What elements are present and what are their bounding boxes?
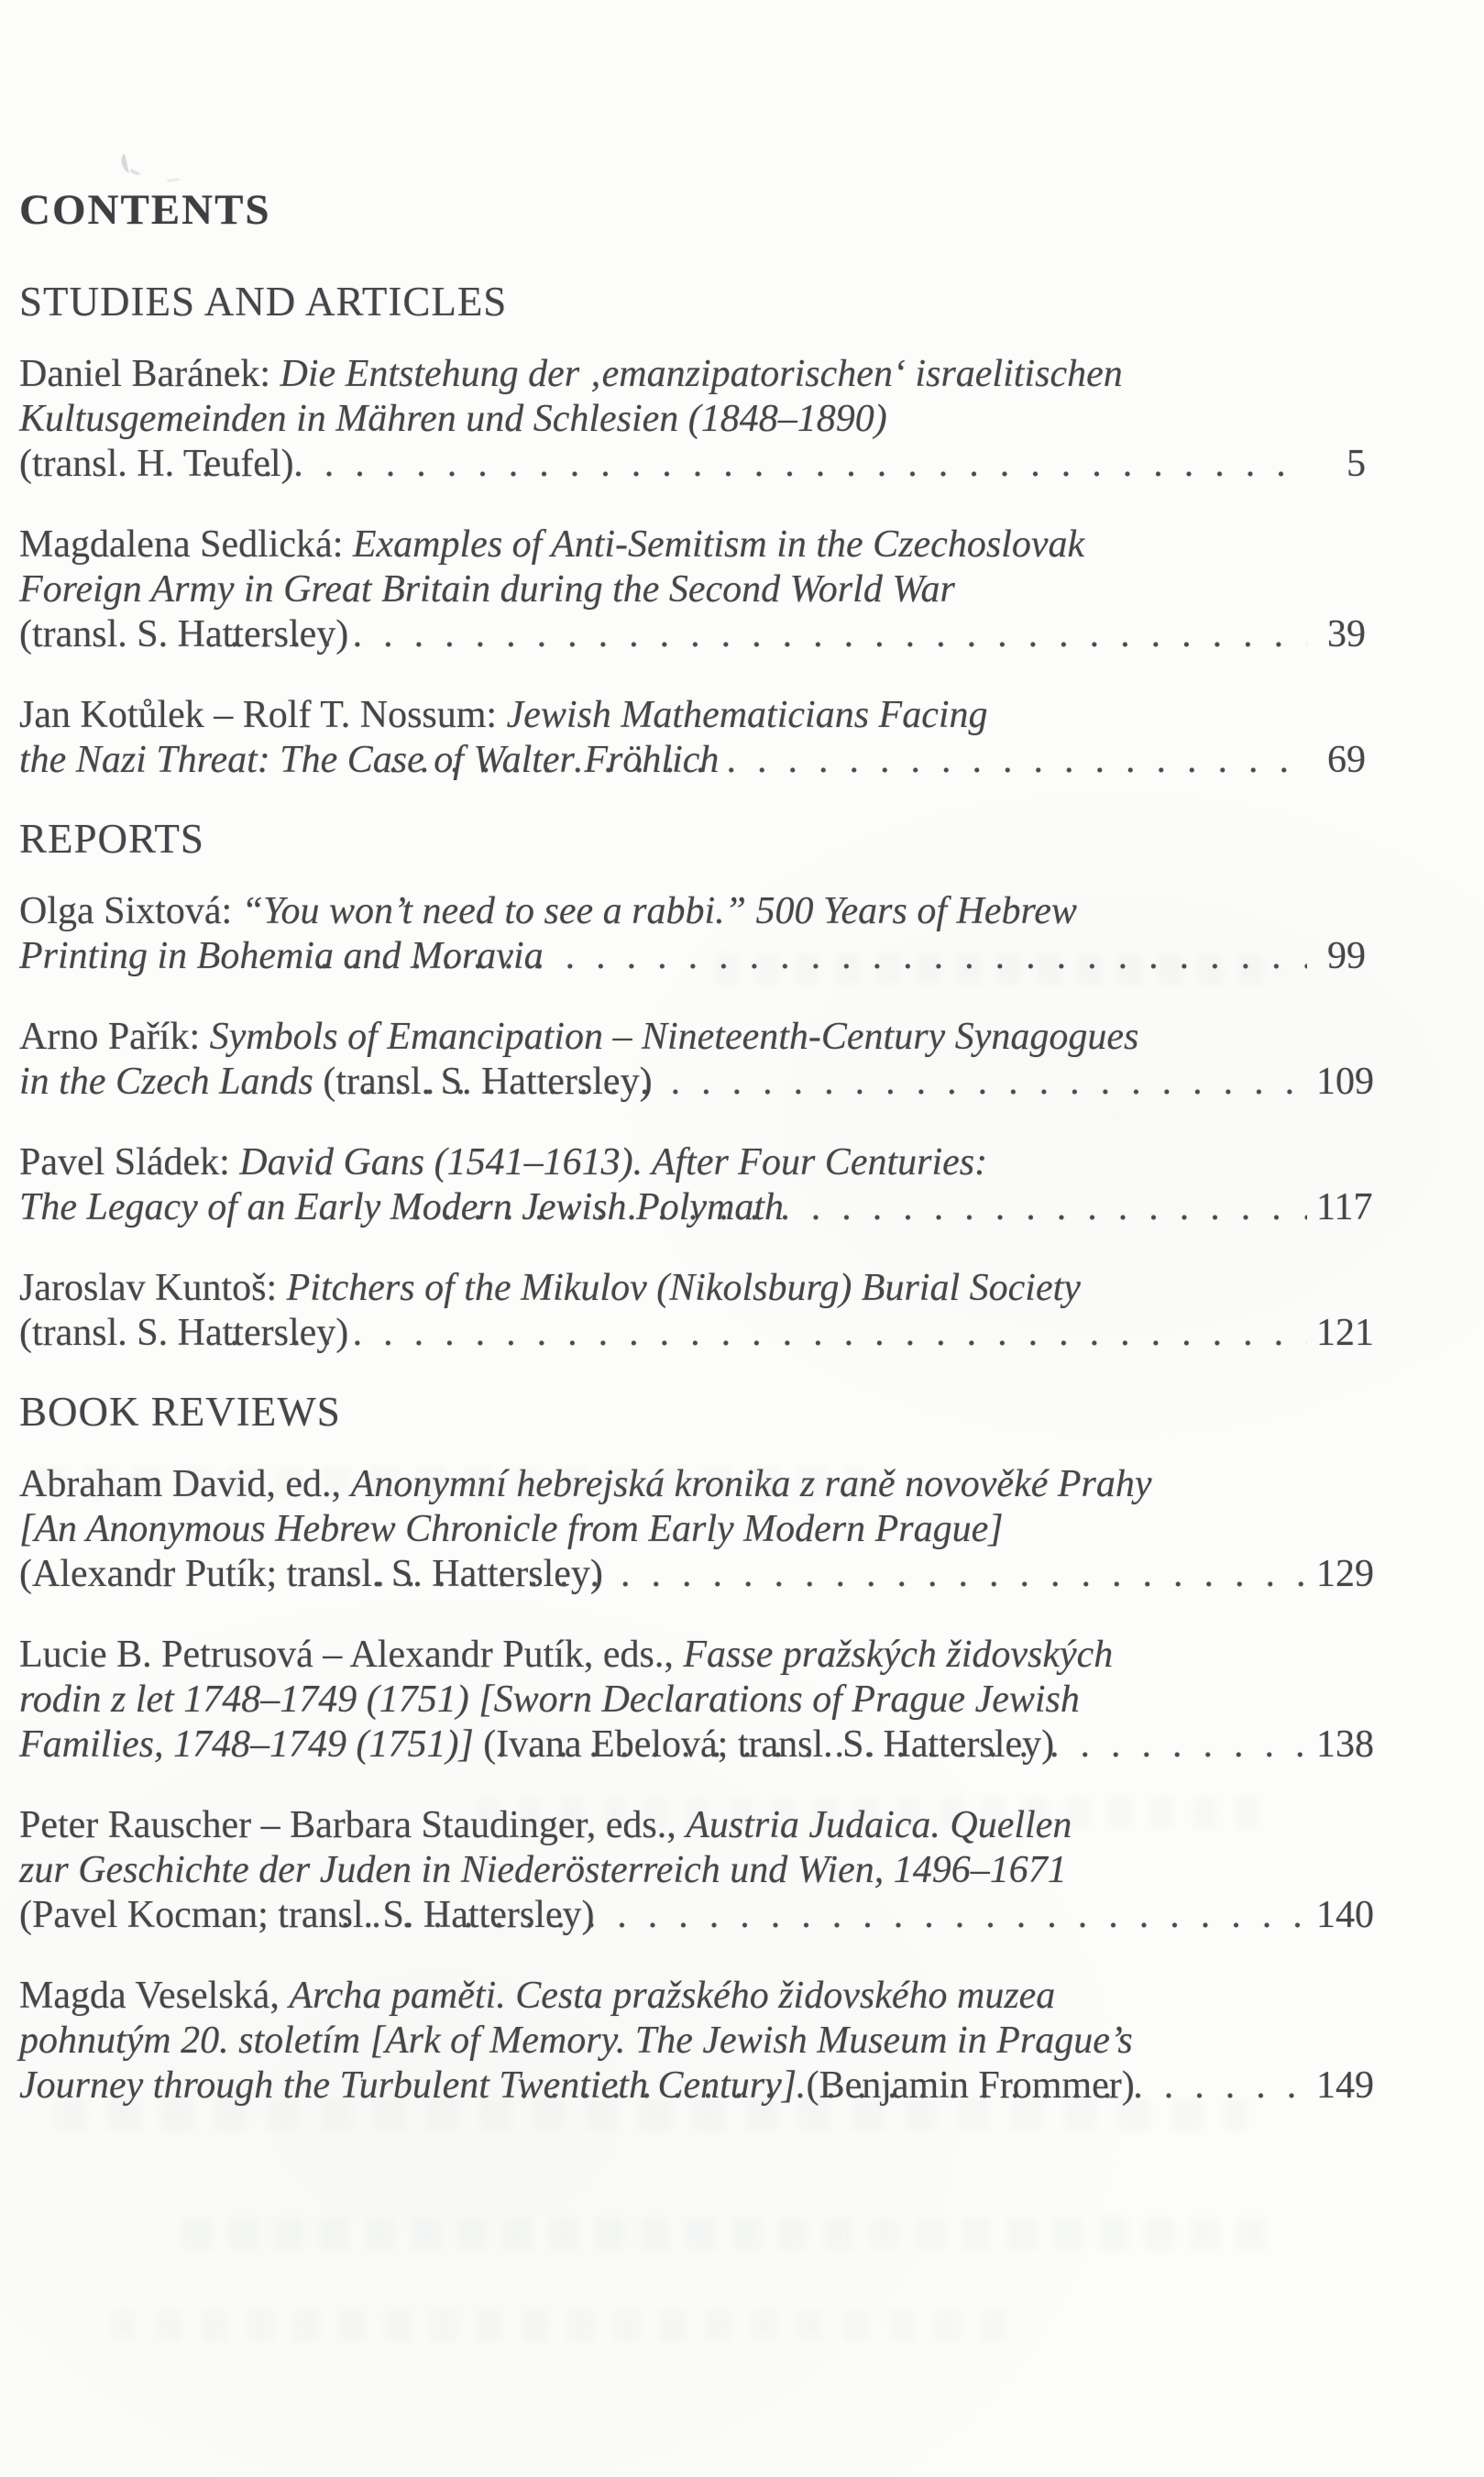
scan-smudge-artifact <box>110 151 183 193</box>
line-text <box>19 612 349 657</box>
dot-leader <box>330 1552 1308 1597</box>
dot-leader <box>215 1311 1307 1356</box>
toc-line <box>19 1266 1366 1311</box>
title-segment: Foreign Army in Great Britain during the Second World War <box>19 568 955 611</box>
title-segment: Families, 1748–1749 (1751)] <box>19 1723 484 1766</box>
line-text <box>19 1975 1055 2017</box>
page-number: 140 <box>1316 1894 1374 1936</box>
line-text <box>19 1723 1055 1767</box>
title-segment: Kultusgemeinden in Mähren und Schlesien (1848–1890) <box>19 398 887 440</box>
dot-leader <box>349 1060 1307 1105</box>
toc-entry <box>19 1015 1374 1105</box>
title-segment: Jewish Mathematicians Facing <box>506 694 988 736</box>
author-segment: (transl. S. Hattersley) <box>19 1312 349 1354</box>
toc-line <box>19 1462 1366 1507</box>
author-segment: (Benjamin Frommer) <box>806 2064 1135 2107</box>
dot-leader <box>326 1893 1307 1938</box>
toc-line <box>19 1723 1374 1767</box>
author-segment: (transl. S. Hattersley) <box>323 1061 653 1103</box>
line-text <box>19 1463 1152 1505</box>
toc-entry <box>19 1140 1373 1230</box>
line-text <box>19 694 988 736</box>
title-segment: Archa paměti. Cesta pražského židovského muzea <box>289 1975 1056 2017</box>
title-segment: pohnutým 20. stoletím [Ark of Memory. The Jewish Museum in Prague’s <box>19 2020 1133 2062</box>
page-title: CONTENTS <box>19 186 271 234</box>
title-segment: David Gans (1541–1613). After Four Centuries: <box>239 1141 988 1183</box>
line-text <box>19 1849 1067 1891</box>
toc-line <box>19 612 1366 657</box>
author-segment: (transl. S. Hattersley) <box>19 613 349 655</box>
line-text <box>19 398 887 440</box>
line-text <box>19 1185 785 1230</box>
line-text <box>19 1552 603 1597</box>
toc-entry <box>19 1266 1374 1356</box>
title-segment: Journey through the Turbulent Twentieth Century] <box>19 2064 807 2107</box>
line-text <box>19 442 294 487</box>
title-segment: Pitchers of the Mikulov (Nikolsburg) Burial Society <box>286 1267 1081 1309</box>
page-number: 117 <box>1316 1186 1373 1228</box>
toc-line <box>19 523 1366 567</box>
toc-line <box>19 1848 1366 1893</box>
author-segment: Pavel Sládek: <box>19 1141 240 1183</box>
toc-line <box>19 693 1366 738</box>
dot-leader <box>504 2064 1307 2108</box>
author-segment: Arno Pařík: <box>19 1016 210 1058</box>
author-segment: Olga Sixtová: <box>19 890 242 932</box>
toc-line <box>19 1060 1374 1105</box>
title-segment: “You won’t need to see a rabbi.” 500 Years of Hebrew <box>241 890 1077 932</box>
toc-sections <box>19 279 1374 2108</box>
page-number: 109 <box>1316 1061 1374 1103</box>
toc-entry <box>19 693 1366 783</box>
title-segment: The Legacy of an Early Modern Jewish Polymath <box>19 1186 785 1228</box>
author-segment: (transl. H. Teufel) <box>19 443 294 485</box>
line-text <box>19 2020 1133 2062</box>
toc-line <box>19 1185 1373 1230</box>
author-segment: Daniel Baránek: <box>19 353 280 395</box>
title-segment: zur Geschichte der Juden in Niederösterreich und Wien, 1496–1671 <box>19 1849 1067 1891</box>
toc-entry <box>19 523 1366 657</box>
bleed-through-artifact <box>183 2218 1283 2250</box>
line-text <box>19 523 1084 566</box>
title-segment: Die Entstehung der ‚emanzipatorischen‘ israelitischen <box>280 353 1123 395</box>
author-segment: Peter Rauscher – Barbara Staudinger, eds., <box>19 1804 687 1846</box>
title-segment: Fasse pražských židovských <box>683 1634 1114 1676</box>
toc-line <box>19 934 1366 979</box>
toc-line <box>19 1893 1374 1938</box>
toc-line <box>19 1803 1366 1848</box>
toc-line <box>19 889 1366 934</box>
page-number: 138 <box>1316 1723 1374 1766</box>
line-text <box>19 1893 595 1938</box>
section-heading: REPORTS <box>19 816 204 862</box>
line-text <box>19 1679 1080 1721</box>
dot-leader <box>397 1185 1307 1230</box>
toc-entry <box>19 352 1366 487</box>
toc-entry <box>19 1803 1374 1938</box>
toc-entry <box>19 1974 1374 2108</box>
dot-leader <box>374 738 1307 783</box>
author-segment: (Pavel Kocman; transl. S. Hattersley) <box>19 1894 595 1936</box>
author-segment: (Ivana Ebelová; transl. S. Hattersley) <box>483 1723 1055 1766</box>
toc-line <box>19 738 1366 783</box>
toc-line <box>19 567 1366 612</box>
title-segment: Examples of Anti-Semitism in the Czechoslovak <box>352 523 1085 566</box>
line-text <box>19 2064 1135 2108</box>
line-text <box>19 1634 1113 1676</box>
title-segment: in the Czech Lands <box>19 1061 324 1103</box>
author-segment: Magdalena Sedlická: <box>19 523 353 566</box>
page-number: 39 <box>1327 613 1366 655</box>
line-text <box>19 1016 1138 1058</box>
dot-leader <box>482 1723 1307 1767</box>
toc-line <box>19 1974 1366 2019</box>
author-segment: (Alexandr Putík; transl. S. Hattersley) <box>19 1553 603 1595</box>
dot-leader <box>305 934 1307 979</box>
page-number: 99 <box>1327 935 1366 977</box>
title-segment: the Nazi Threat: The Case of Walter Fröhlich <box>19 739 720 781</box>
toc-entry <box>19 1462 1374 1597</box>
author-segment: Jan Kotůlek – Rolf T. Nossum: <box>19 694 507 736</box>
title-segment: Anonymní hebrejská kronika z raně novověké Prahy <box>350 1463 1152 1505</box>
line-text <box>19 890 1077 932</box>
page-number: 5 <box>1347 443 1366 485</box>
line-text <box>19 1141 987 1183</box>
line-text <box>19 1508 1004 1550</box>
author-segment: Magda Veselská, <box>19 1975 290 2017</box>
toc-line <box>19 352 1366 397</box>
page-number: 121 <box>1316 1312 1374 1354</box>
toc-line <box>19 397 1366 442</box>
toc-line <box>19 1311 1374 1356</box>
line-text <box>19 1804 1072 1846</box>
line-text <box>19 934 544 979</box>
line-text <box>19 568 955 611</box>
title-segment: rodin z let 1748–1749 (1751) [Sworn Declarations of Prague Jewish <box>19 1679 1080 1721</box>
dot-leader <box>187 442 1307 487</box>
line-text <box>19 353 1123 395</box>
toc-line <box>19 1507 1366 1552</box>
bleed-through-artifact <box>110 2310 1027 2341</box>
toc-entry <box>19 1633 1374 1767</box>
toc-line <box>19 1678 1366 1723</box>
author-segment: Abraham David, ed., <box>19 1463 351 1505</box>
title-segment: Austria Judaica. Quellen <box>686 1804 1072 1846</box>
toc-line <box>19 442 1366 487</box>
line-text <box>19 738 720 783</box>
dot-leader <box>215 612 1307 657</box>
toc-line <box>19 2064 1374 2108</box>
toc-line <box>19 1140 1366 1185</box>
page-number: 149 <box>1316 2064 1374 2107</box>
line-text <box>19 1311 349 1356</box>
title-segment: Printing in Bohemia and Moravia <box>19 935 544 977</box>
line-text <box>19 1267 1081 1309</box>
title-segment: Symbols of Emancipation – Nineteenth-Century Synagogues <box>209 1016 1139 1058</box>
toc-line <box>19 1552 1374 1597</box>
line-text <box>19 1060 653 1105</box>
author-segment: Lucie B. Petrusová – Alexandr Putík, eds., <box>19 1634 684 1676</box>
toc-line <box>19 1633 1366 1678</box>
toc-entry <box>19 889 1366 979</box>
page-number: 69 <box>1327 739 1366 781</box>
toc-line <box>19 2019 1366 2064</box>
author-segment: Jaroslav Kuntoš: <box>19 1267 287 1309</box>
title-segment: [An Anonymous Hebrew Chronicle from Early Modern Prague] <box>19 1508 1004 1550</box>
section-heading: STUDIES AND ARTICLES <box>19 279 508 325</box>
section-heading: BOOK REVIEWS <box>19 1389 341 1435</box>
page-number: 129 <box>1316 1553 1374 1595</box>
toc-line <box>19 1015 1366 1060</box>
